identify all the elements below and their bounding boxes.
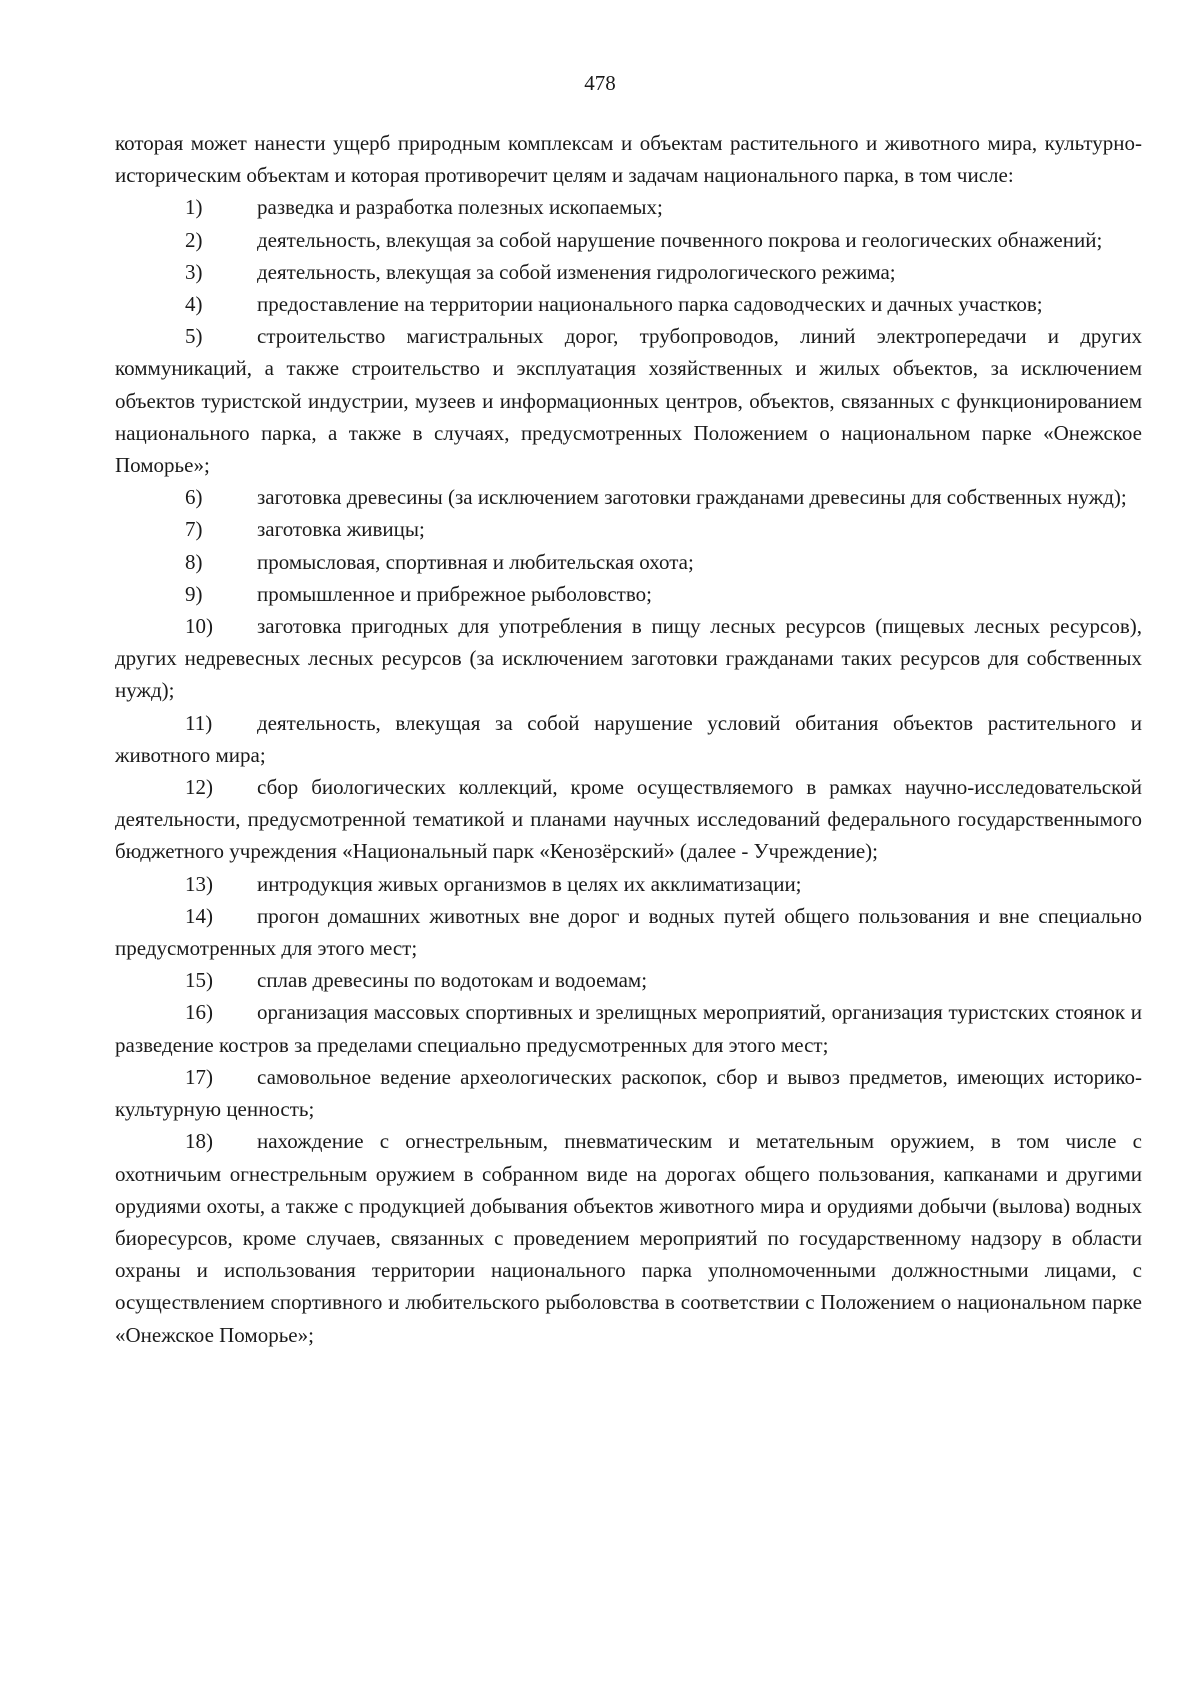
page-number: 478: [584, 71, 616, 95]
list-item: [115, 578, 1142, 610]
list-item-number: 1): [185, 195, 203, 220]
list-item: [115, 1061, 1142, 1125]
list-item-text: сплав древесины по водотокам и водоемам;: [257, 968, 648, 993]
list-item-text: предоставление на территории национального парка садоводческих и дачных участков;: [257, 292, 1043, 317]
list-item-number: 4): [185, 292, 203, 317]
list-item-text: интродукция живых организмов в целях их акклиматизации;: [257, 871, 802, 896]
list-item-number: 6): [185, 485, 203, 510]
list-item-number: 14): [185, 903, 213, 928]
list-item: [115, 191, 1142, 223]
list-item: [115, 320, 1142, 481]
list-item-number: 11): [185, 710, 213, 735]
list-item-number: 3): [185, 259, 203, 284]
list-item-text: заготовка пригодных для употребления в пищу лесных ресурсов (пищевых лесных ресурсов), других недревесных лесных ресурсов (за исключением заготовки гражданами таких ресурсов для собственных нужд);: [115, 614, 1142, 703]
list-item: [115, 610, 1142, 707]
list-item-number: 5): [185, 324, 203, 349]
list-item-text: заготовка древесины (за исключением заготовки гражданами древесины для собственных нужд);: [257, 485, 1127, 510]
intro-paragraph: которая может нанести ущерб природным комплексам и объектам растительного и животного мира, культурно-историческим объектам и которая противоречит целям и задачам национального парка, в том числе:: [115, 131, 1142, 188]
list-item: [115, 288, 1142, 320]
list-item-number: 12): [185, 775, 213, 800]
list-item-number: 2): [185, 227, 203, 252]
document-body: [115, 127, 1142, 1351]
list-item: [115, 224, 1142, 256]
list-item-number: 9): [185, 581, 203, 606]
list-item: [115, 964, 1142, 996]
list-item-text: заготовка живицы;: [257, 517, 425, 542]
list-item-text: промышленное и прибрежное рыболовство;: [257, 581, 652, 606]
list-item-text: деятельность, влекущая за собой нарушение почвенного покрова и геологических обнажений;: [257, 227, 1103, 252]
list-item: [115, 513, 1142, 545]
list-item-number: 16): [185, 1000, 213, 1025]
list-item-number: 10): [185, 614, 213, 639]
list-item-number: 17): [185, 1064, 213, 1089]
list-item: [115, 707, 1142, 771]
list-item-text: деятельность, влекущая за собой нарушение условий обитания объектов растительного и животного мира;: [115, 710, 1142, 767]
list-item: [115, 256, 1142, 288]
list-item-text: нахождение с огнестрельным, пневматическим и метательным оружием, в том числе с охотничьим огнестрельным оружием в собранном виде на дорогах общего пользования, капканами и другими орудиями охоты, а также с продукцией добывания объектов животного мира и орудиями добычи (вылова) водных биоресурсов, кроме случаев, связанных с проведением мероприятий по государственному надзору в области охраны и использования территории национального парка уполномоченными должностными лицами, с осуществлением спортивного и любительского рыболовства в соответствии с Положением о национальном парке «Онежское Поморье»;: [115, 1129, 1142, 1347]
list-item-number: 13): [185, 871, 213, 896]
list-item-number: 8): [185, 549, 203, 574]
list-item: [115, 546, 1142, 578]
list-item-text: строительство магистральных дорог, трубопроводов, линий электропередачи и других коммуникаций, а также строительство и эксплуатация хозяйственных и жилых объектов, за исключением объектов туристской индустрии, музеев и информационных центров, объектов, связанных с функционированием национального парка, а также в случаях, предусмотренных Положением о национальном парке «Онежское Поморье»;: [115, 324, 1142, 478]
list-item-number: 7): [185, 517, 203, 542]
list-item: [115, 900, 1142, 964]
list-item-text: самовольное ведение археологических раскопок, сбор и вывоз предметов, имеющих историко-культурную ценность;: [115, 1064, 1142, 1122]
list-item: [115, 771, 1142, 868]
list-item-text: промысловая, спортивная и любительская охота;: [257, 549, 694, 574]
list-item-number: 18): [185, 1129, 213, 1154]
list-item: [115, 996, 1142, 1060]
prohibited-activities-list: [115, 191, 1142, 1350]
list-item-text: прогон домашних животных вне дорог и водных путей общего пользования и вне специально предусмотренных для этого мест;: [115, 903, 1142, 961]
list-item-text: сбор биологических коллекций, кроме осуществляемого в рамках научно-исследовательской деятельности, предусмотренной тематикой и планами научных исследований федерального государственнымого бюджетного учреждения «Национальный парк «Кенозёрский» (далее - Учреждение);: [115, 775, 1142, 864]
list-item-text: организация массовых спортивных и зрелищных мероприятий, организация туристских стоянок и разведение костров за пределами специально предусмотренных для этого мест;: [115, 1000, 1142, 1057]
list-item-number: 15): [185, 968, 213, 993]
list-item-text: разведка и разработка полезных ископаемых;: [257, 195, 663, 220]
list-item-text: деятельность, влекущая за собой изменения гидрологического режима;: [257, 259, 896, 284]
list-item: [115, 868, 1142, 900]
list-item: [115, 481, 1142, 513]
list-item: [115, 1125, 1142, 1350]
